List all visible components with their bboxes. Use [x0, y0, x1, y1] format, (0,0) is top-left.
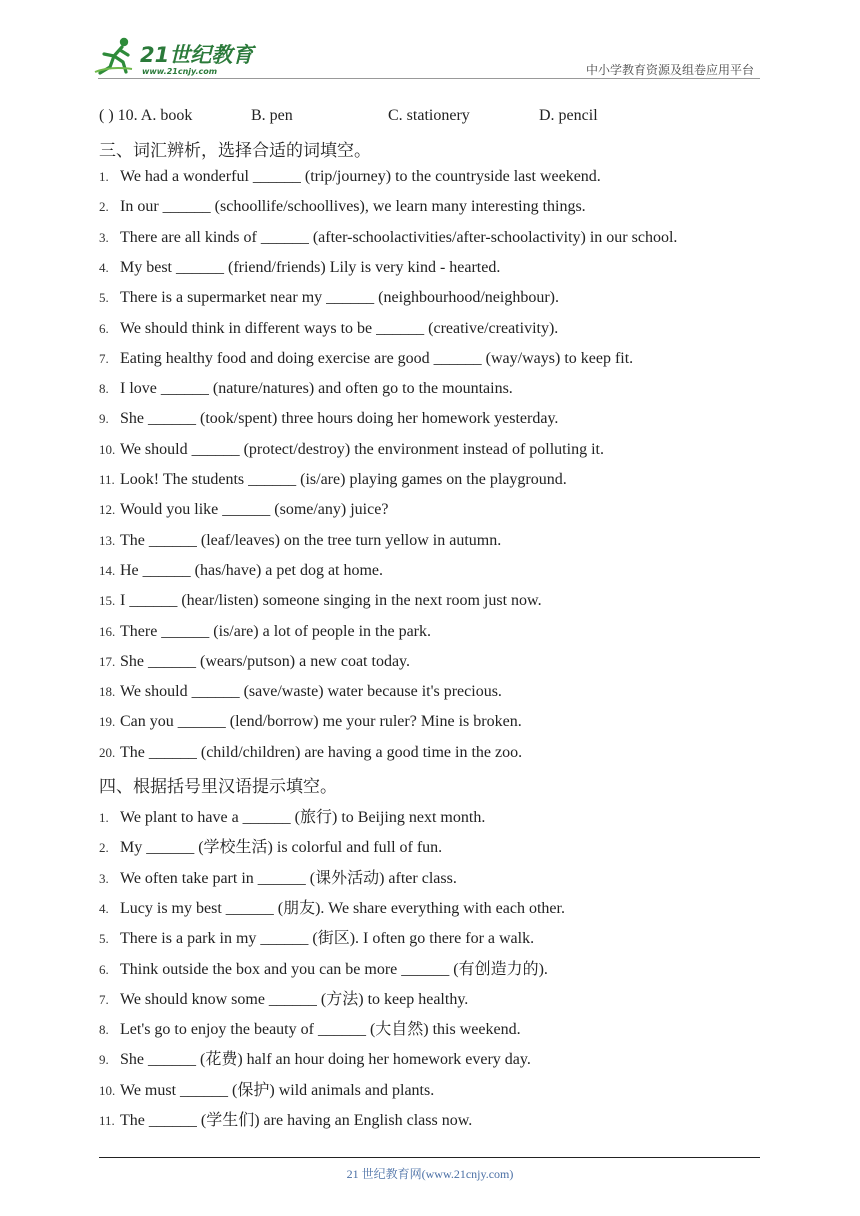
question-item [99, 1046, 531, 1069]
question-item [99, 289, 559, 307]
question-number: 7. [99, 350, 109, 366]
question-number: 19. [99, 714, 116, 730]
page-header [0, 0, 860, 80]
question-number: 20. [99, 744, 116, 760]
question-item [99, 653, 410, 671]
question-text: The ______ (child/children) are having a good time in the zoo. [120, 743, 523, 761]
site-logo [92, 36, 262, 78]
question-text: There are all kinds of ______ (after-schoolactivities/after-schoolactivity) in our school. [120, 228, 678, 246]
question-text: Eating healthy food and doing exercise are good ______ (way/ways) to keep fit. [120, 349, 634, 367]
question-number: 8. [99, 1022, 109, 1038]
question-text: She ______ (wears/putson) a new coat today. [120, 652, 410, 670]
question-item [99, 744, 522, 762]
question-number: 5. [99, 290, 109, 306]
option-b: B. pen [251, 107, 293, 124]
question-number: 16. [99, 623, 116, 639]
question-item [99, 471, 567, 489]
platform-name: 中小学教育资源及组卷应用平台 [585, 63, 754, 77]
question-number: 15. [99, 593, 116, 609]
question-item [99, 834, 442, 857]
question-text: We should know some ______ (方法) to keep healthy. [120, 990, 469, 1008]
question-item [99, 259, 500, 277]
question-text: My best ______ (friend/friends) Lily is very kind - hearted. [120, 258, 501, 276]
runner-icon [95, 38, 132, 73]
question-text: Think outside the box and you can be more ______ (有创造力的). [120, 960, 548, 978]
question-text: The ______ (学生们) are having an English class now. [120, 1112, 473, 1129]
question-number: 6. [99, 320, 109, 336]
option-c: C. stationery [388, 107, 470, 124]
question-number: 1. [99, 810, 109, 825]
question-number: 3. [99, 870, 109, 886]
question-item [99, 501, 388, 519]
logo-text: 21世纪教育 [140, 43, 254, 67]
question-text: Look! The students ______ (is/are) playing games on the playground. [120, 471, 567, 488]
question-number: 10. [99, 441, 116, 457]
question-text: He ______ (has/have) a pet dog at home. [120, 561, 384, 579]
question-number: 12. [99, 502, 116, 518]
question-number: 9. [99, 411, 109, 427]
question-item [99, 956, 548, 979]
question-text: I ______ (hear/listen) someone singing in the next room just now. [120, 592, 542, 610]
question-item [99, 198, 586, 216]
logo-url: www.21cnjy.com [142, 67, 218, 76]
question-item [99, 895, 565, 918]
question-item [99, 410, 558, 428]
question-number: 7. [99, 991, 109, 1007]
option-d: D. pencil [539, 107, 598, 124]
question-text: In our ______ (schoollife/schoollives), we learn many interesting things. [120, 198, 586, 216]
question-text: She ______ (took/spent) three hours doing her homework yesterday. [120, 410, 559, 428]
question-item [99, 623, 431, 641]
question-item [99, 320, 558, 338]
question-number: 5. [99, 931, 109, 947]
question-item [99, 925, 534, 948]
question-text: We should ______ (save/waste) water because it's precious. [120, 683, 502, 701]
question-text: I love ______ (nature/natures) and often go to the mountains. [120, 380, 513, 398]
question-number: 4. [99, 259, 109, 275]
question-item [99, 168, 601, 186]
question-number: 13. [99, 532, 116, 548]
question-text: We plant to have a ______ (旅行) to Beijing next month. [120, 809, 486, 826]
question-item [99, 804, 485, 827]
question-text: She ______ (花费) half an hour doing her homework every day. [120, 1051, 531, 1069]
question-number: 18. [99, 684, 116, 700]
question-number: 3. [99, 229, 109, 245]
footer-text: 21 世纪教育网(www.21cnjy.com) [346, 1167, 514, 1181]
question-number: 10. [99, 1082, 116, 1098]
question-text: There is a park in my ______ (街区). I often go there for a walk. [120, 930, 535, 948]
question-number: 8. [99, 381, 109, 397]
header-divider [98, 78, 760, 79]
question-item [99, 441, 604, 459]
question-item [99, 562, 383, 580]
question-item [99, 592, 542, 610]
question-text: We should think in different ways to be ______ (creative/creativity). [120, 319, 559, 337]
question-10-stem: ( ) 10. A. book [99, 107, 193, 124]
question-item [99, 713, 522, 731]
question-number: 11. [99, 472, 115, 487]
question-item [99, 380, 513, 398]
question-item [99, 1077, 434, 1100]
section-3-title: 三、词汇辨析，选择合适的词填空。 [99, 141, 371, 161]
question-number: 14. [99, 562, 116, 578]
question-number: 11. [99, 1113, 115, 1128]
question-item [99, 1107, 472, 1130]
question-item [99, 350, 633, 368]
question-item [99, 683, 502, 701]
question-text: My ______ (学校生活) is colorful and full of fun. [120, 839, 443, 857]
question-item [99, 1016, 521, 1039]
question-number: 2. [99, 840, 109, 856]
question-number: 1. [99, 169, 109, 184]
question-text: We must ______ (保护) wild animals and plants. [120, 1081, 435, 1099]
question-number: 17. [99, 653, 116, 669]
question-number: 2. [99, 199, 109, 215]
question-text: Would you like ______ (some/any) juice? [120, 501, 389, 519]
question-text: There is a supermarket near my ______ (neighbourhood/neighbour). [120, 289, 559, 307]
question-number: 6. [99, 961, 109, 977]
question-item [99, 986, 468, 1009]
question-item [99, 865, 457, 888]
question-text: Let's go to enjoy the beauty of ______ (大自然) this weekend. [120, 1021, 521, 1039]
footer-divider [99, 1157, 760, 1158]
question-number: 9. [99, 1052, 109, 1068]
question-item [99, 229, 677, 247]
question-text: There ______ (is/are) a lot of people in the park. [120, 622, 431, 640]
question-text: The ______ (leaf/leaves) on the tree turn yellow in autumn. [120, 531, 502, 549]
question-text: We should ______ (protect/destroy) the environment instead of polluting it. [120, 440, 604, 458]
question-text: We had a wonderful ______ (trip/journey) to the countryside last weekend. [120, 168, 601, 185]
question-text: We often take part in ______ (课外活动) after class. [120, 869, 457, 887]
section-4-title: 四、根据括号里汉语提示填空。 [99, 777, 337, 797]
question-number: 4. [99, 900, 109, 916]
question-text: Lucy is my best ______ (朋友). We share everything with each other. [120, 899, 565, 917]
question-text: Can you ______ (lend/borrow) me your ruler? Mine is broken. [120, 713, 522, 731]
question-item [99, 532, 501, 550]
